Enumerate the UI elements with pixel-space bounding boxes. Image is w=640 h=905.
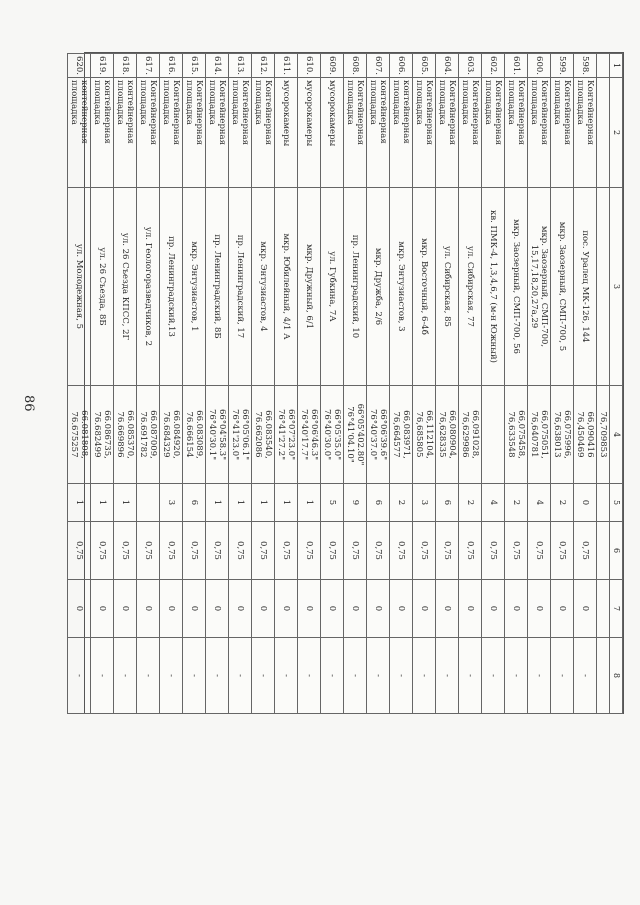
table-cell: 0,75 — [505, 522, 528, 580]
table-row — [367, 54, 390, 714]
table-cell: пр. Ленинградский,13 — [160, 188, 183, 386]
table-cell: 0 — [68, 580, 91, 638]
table-cell: 2 — [459, 484, 482, 522]
table-cell: мкр. Заозерный, СМП-700, 5 — [551, 188, 574, 386]
header-cell: 5 — [610, 484, 623, 522]
table-cell: 0 — [574, 580, 597, 638]
table-cell: 608. — [344, 54, 367, 78]
table-cell: - — [275, 638, 298, 714]
table-cell: 0 — [505, 580, 528, 638]
table-cell: - — [137, 638, 160, 714]
table-cell: - — [505, 638, 528, 714]
table-row — [344, 54, 367, 714]
table-cell: мкр. Заозерный, СМП-700, 15,17,18,20,27а,29 — [528, 188, 551, 386]
table-cell: 0 — [160, 580, 183, 638]
table-cell: 0,75 — [344, 522, 367, 580]
table-cell: 0 — [528, 580, 551, 638]
table-cell: 66,091028, 76,629986 — [459, 386, 482, 484]
table-cell: 0,75 — [229, 522, 252, 580]
table-cell: 66,075996, 76,638013 — [551, 386, 574, 484]
table-cell: - — [183, 638, 206, 714]
table-row — [206, 54, 229, 714]
table-cell: 1 — [114, 484, 137, 522]
table-cell: - — [528, 638, 551, 714]
table-row — [137, 54, 160, 714]
table-cell: контейнерная площадка — [390, 78, 413, 188]
table-cell: 2 — [390, 484, 413, 522]
table-cell: 0,75 — [528, 522, 551, 580]
table-cell: 0 — [252, 580, 275, 638]
table-cell: мкр. Юбилейный, 4/1 А — [275, 188, 298, 386]
table-cell: 66.083089, 76.666154 — [183, 386, 206, 484]
table-cell: 66°04'58.3" 76°40'30.1" — [206, 386, 229, 484]
table-row — [551, 54, 574, 714]
table-cell: 599. — [551, 54, 574, 78]
table-cell: 0 — [413, 580, 436, 638]
table-cell: Контейнерная площадка — [528, 78, 551, 188]
table-cell: кв. ПМК-4, 1,3,4,6,7 (м-н Южный) — [482, 188, 505, 386]
table-cell: 0 — [206, 580, 229, 638]
table-cell: 0 — [459, 580, 482, 638]
table-cell: 66.087009, 76.691782 — [137, 386, 160, 484]
table-cell: контейнерная площадка — [367, 78, 390, 188]
coord-fragment: 76,709853 — [597, 386, 610, 484]
header-cell: 8 — [610, 638, 623, 714]
table-cell: ул. Губкина, 7А — [321, 188, 344, 386]
table-cell: 0,75 — [160, 522, 183, 580]
table-cell: мкр. Энтузиастов, 1 — [183, 188, 206, 386]
table-cell: пр. Ленинградский, 17 — [229, 188, 252, 386]
table-cell: мкр. Энтузиастов, 3 — [390, 188, 413, 386]
table-cell: 1 — [275, 484, 298, 522]
table-cell: мкр. Дружный, 6/1 — [298, 188, 321, 386]
table-cell: мкр. Энтузиастов, 4 — [252, 188, 275, 386]
table-cell: ул. Молодежная, 5 — [68, 188, 91, 386]
table-cell: 603. — [459, 54, 482, 78]
table-cell: - — [459, 638, 482, 714]
table-row — [413, 54, 436, 714]
table-row — [459, 54, 482, 714]
table-cell: 602. — [482, 54, 505, 78]
table-cell: 3 — [413, 484, 436, 522]
header-cell: 1 — [610, 54, 623, 78]
table-cell: 0,75 — [321, 522, 344, 580]
table-cell: - — [298, 638, 321, 714]
table-cell: - — [321, 638, 344, 714]
table-cell: 606. — [390, 54, 413, 78]
table-cell: 0,75 — [183, 522, 206, 580]
table-row — [252, 54, 275, 714]
table-cell: 6 — [436, 484, 459, 522]
table-cell: 0 — [298, 580, 321, 638]
header-cell: 7 — [610, 580, 623, 638]
table-cell: контейнерная площадка — [114, 78, 137, 188]
table-cell: 66,083971, 76,664577 — [390, 386, 413, 484]
table-cell: 66°05'402.80" 76°41'04.10" — [344, 386, 367, 484]
table-cell: 1 — [298, 484, 321, 522]
table-cell: 1 — [91, 484, 114, 522]
table-cell: 66°07'23.0" 76°41'27.2" — [275, 386, 298, 484]
table-cell: Контейнерная площадка — [183, 78, 206, 188]
table-cell: 620. — [68, 54, 91, 78]
table-cell: 613. — [229, 54, 252, 78]
table-cell: Контейнерная площадка — [505, 78, 528, 188]
table-cell: 4 — [482, 484, 505, 522]
table-cell: 1 — [229, 484, 252, 522]
table-cell: ул. 26 Съезда, 8Б — [91, 188, 114, 386]
table-cell: - — [367, 638, 390, 714]
table-cell: 66°06'39.6" 76°40'37.0" — [367, 386, 390, 484]
table-cell: - — [160, 638, 183, 714]
header-cell: 6 — [610, 522, 623, 580]
table-cell: 0 — [482, 580, 505, 638]
table-cell: 66,090416 76,450469 — [574, 386, 597, 484]
table-cell: 66,075458, 76,633548 — [505, 386, 528, 484]
table-cell: мусорокамеры — [298, 78, 321, 188]
table-cell: мкр. Дружба, 2/6 — [367, 188, 390, 386]
table-cell: 0 — [91, 580, 114, 638]
table-cell: 0,75 — [114, 522, 137, 580]
table-row — [183, 54, 206, 714]
table-row — [91, 54, 114, 714]
table-cell: мкр. Восточный, 6-4б — [413, 188, 436, 386]
table-cell: - — [68, 638, 91, 714]
table-row — [68, 54, 91, 714]
table-cell: 611. — [275, 54, 298, 78]
table-cell: ул. Сибирская, 77 — [459, 188, 482, 386]
table-cell: 66.083540, 76.662086 — [252, 386, 275, 484]
header-cell: 4 — [610, 386, 623, 484]
table-cell: Контейнерная площадка — [137, 78, 160, 188]
table-cell: 0,75 — [275, 522, 298, 580]
table-cell — [482, 386, 505, 484]
table-body — [68, 54, 623, 714]
table-cell: мкр. Заозерный, СМП-700, 56 — [505, 188, 528, 386]
table-cell: - — [574, 638, 597, 714]
table-cell: 66°06'46.3" 76°40'17.7" — [298, 386, 321, 484]
rotated-table-content — [69, 53, 623, 713]
table-cell: 0,75 — [252, 522, 275, 580]
table-cell: 5 — [321, 484, 344, 522]
table-cell: 0,75 — [298, 522, 321, 580]
table-cell: 614. — [206, 54, 229, 78]
table-cell: 607. — [367, 54, 390, 78]
table-cell: 66,080904, 76,628335 — [436, 386, 459, 484]
table-cell: Контейнерная площадка — [482, 78, 505, 188]
table-row — [574, 54, 597, 714]
table-cell: 0,75 — [91, 522, 114, 580]
table-cell: 0 — [344, 580, 367, 638]
table-cell: 618. — [114, 54, 137, 78]
table-cell: - — [114, 638, 137, 714]
table-cell: контейнерная площадка — [91, 78, 114, 188]
table-cell: 598. — [574, 54, 597, 78]
table-cell: 612. — [252, 54, 275, 78]
table-cell: 0 — [183, 580, 206, 638]
table-cell: 0,75 — [482, 522, 505, 580]
table-row — [160, 54, 183, 714]
page-number: 86 — [21, 395, 36, 412]
table-cell: пос. Уралец МК-126, 144 — [574, 188, 597, 386]
table-cell: 0,75 — [413, 522, 436, 580]
table-cell: 0 — [229, 580, 252, 638]
table-cell: Контейнерная площадка — [574, 78, 597, 188]
table-cell: 0,75 — [390, 522, 413, 580]
table — [67, 53, 623, 714]
table-cell: ул. 26 Съезда КПСС, 2Г — [114, 188, 137, 386]
table-cell: 3 — [160, 484, 183, 522]
table-cell: - — [390, 638, 413, 714]
table-cell: - — [436, 638, 459, 714]
table-cell: Контейнерная площадка — [551, 78, 574, 188]
table-row — [390, 54, 413, 714]
table-cell: 1 — [252, 484, 275, 522]
table-cell: - — [482, 638, 505, 714]
table-cell: мусорокамеры — [321, 78, 344, 188]
table-cell: 0 — [321, 580, 344, 638]
header-cell: 2 — [610, 78, 623, 188]
table-cell: 0,75 — [436, 522, 459, 580]
table-cell: пр. Ленинградский, 10 — [344, 188, 367, 386]
table-cell: 0 — [114, 580, 137, 638]
table-cell: 0 — [551, 580, 574, 638]
table-cell: 0 — [574, 484, 597, 522]
table-cell: 610. — [298, 54, 321, 78]
table-cell: 4 — [528, 484, 551, 522]
table-cell: 1 — [68, 484, 91, 522]
table-cell: - — [206, 638, 229, 714]
table-cell: 2 — [551, 484, 574, 522]
table-cell: Контейнерная площадка — [160, 78, 183, 188]
table-cell: 66°05'35.0" 76°40'30.0" — [321, 386, 344, 484]
table-row — [275, 54, 298, 714]
table-cell: 6 — [367, 484, 390, 522]
table-cell: Контейнерная площадка — [252, 78, 275, 188]
table-cell: 619. — [91, 54, 114, 78]
table-cell: 1 — [206, 484, 229, 522]
table-cell: - — [252, 638, 275, 714]
table-cell: 615. — [183, 54, 206, 78]
table-cell: 66°05'06.1" 76°41'23.0" — [229, 386, 252, 484]
table-cell: 0 — [137, 580, 160, 638]
table-cell: 0 — [367, 580, 390, 638]
table-cell: Контейнерная площадка — [206, 78, 229, 188]
table-row — [298, 54, 321, 714]
table-row — [436, 54, 459, 714]
header-cell: 3 — [610, 188, 623, 386]
fragment-row — [597, 54, 610, 714]
table-cell: 0,75 — [367, 522, 390, 580]
table-cell: ул. Геологоразведчиков, 2 — [137, 188, 160, 386]
table-cell: - — [229, 638, 252, 714]
table-cell: пр. Ленинградский, 8Б — [206, 188, 229, 386]
table-cell: Контейнерная площадка — [344, 78, 367, 188]
table-cell: мусорокамеры — [275, 78, 298, 188]
table-cell: 66.081808, 76.675257 — [68, 386, 91, 484]
table-cell: 605. — [413, 54, 436, 78]
table-cell: 0 — [275, 580, 298, 638]
table-cell: - — [413, 638, 436, 714]
table-cell: 0,75 — [459, 522, 482, 580]
table-cell: - — [344, 638, 367, 714]
table-cell: 66.084920, 76.684329 — [160, 386, 183, 484]
table-cell: 0,75 — [551, 522, 574, 580]
table-cell: 617. — [137, 54, 160, 78]
table-row — [528, 54, 551, 714]
table-cell: 66,075051, 76,640781 — [528, 386, 551, 484]
table-cell: 66.085370, 76.669896 — [114, 386, 137, 484]
table-cell: 604. — [436, 54, 459, 78]
table-cell: - — [91, 638, 114, 714]
table-cell: 0 — [436, 580, 459, 638]
table-cell: Контейнерная площадка — [229, 78, 252, 188]
table-cell: Контейнерная площадка — [413, 78, 436, 188]
table-cell: 609. — [321, 54, 344, 78]
table-cell: 601. — [505, 54, 528, 78]
table-cell: Контейнерная площадка — [436, 78, 459, 188]
table-cell: - — [551, 638, 574, 714]
table-row — [229, 54, 252, 714]
table-cell — [137, 484, 160, 522]
table-cell: 0,75 — [206, 522, 229, 580]
table-cell: Контейнерная площадка — [459, 78, 482, 188]
table-cell: 0 — [390, 580, 413, 638]
header-row — [610, 54, 623, 714]
table-cell: 0,75 — [68, 522, 91, 580]
table-cell: контейнерная площадка — [68, 78, 91, 188]
table-cell: 6 — [183, 484, 206, 522]
table-cell: ул. Сибирская, 85 — [436, 188, 459, 386]
table-cell: 616. — [160, 54, 183, 78]
table-row — [114, 54, 137, 714]
registry-table — [69, 52, 624, 714]
table-cell: 600. — [528, 54, 551, 78]
table-row — [321, 54, 344, 714]
table-cell: 66,112104, 76,685805 — [413, 386, 436, 484]
table-row — [505, 54, 528, 714]
table-row — [482, 54, 505, 714]
table-cell: 9 — [344, 484, 367, 522]
table-cell: 0,75 — [574, 522, 597, 580]
table-cell: 2 — [505, 484, 528, 522]
table-cell: 0,75 — [137, 522, 160, 580]
table-cell: 66.086735, 76.682499 — [91, 386, 114, 484]
